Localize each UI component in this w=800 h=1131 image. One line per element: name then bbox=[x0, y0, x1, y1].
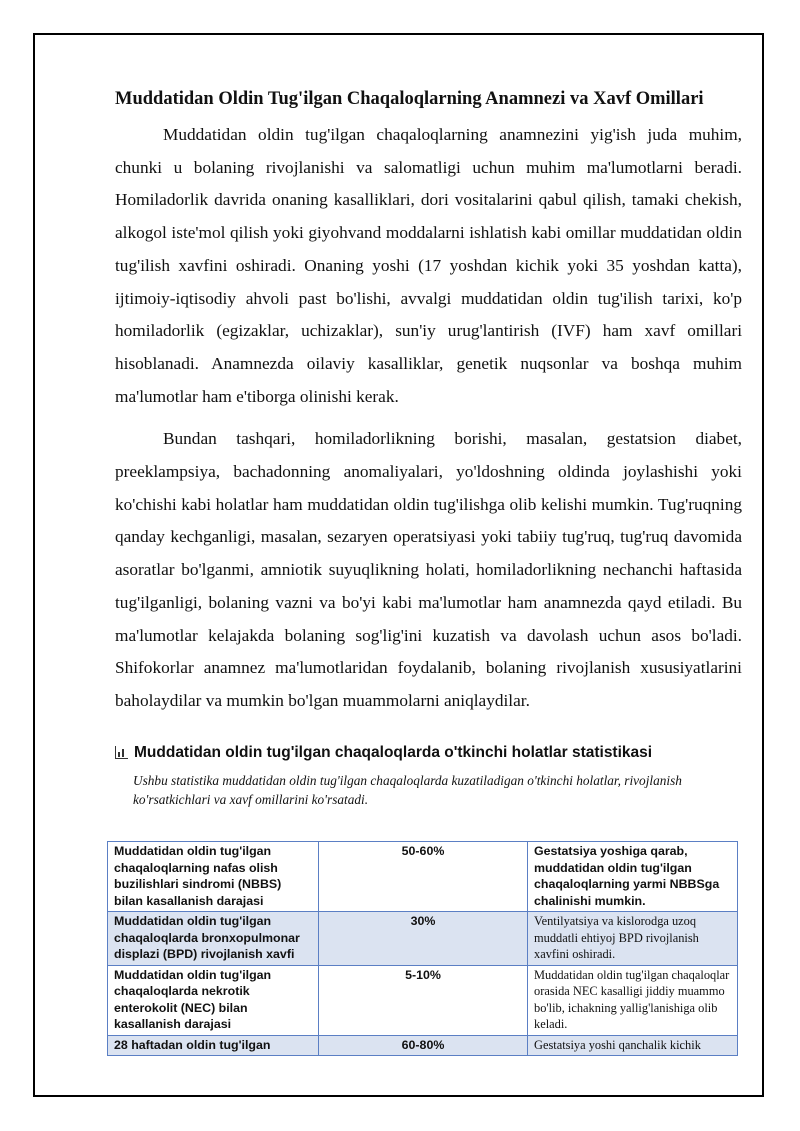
document-body bbox=[115, 84, 742, 809]
row-note: Ventilyatsiya va kislorodga uzoq muddatli ehtiyoj BPD rivojlanish xavfini oshiradi. bbox=[528, 912, 738, 966]
row-label: Muddatidan oldin tug'ilgan chaqaloqlarning nafas olish buzilishlari sindromi (NBBS) bilan kasallanish darajasi bbox=[108, 842, 319, 912]
document-heading: Muddatidan Oldin Tug'ilgan Chaqaloqlarning Anamnezi va Xavf Omillari bbox=[115, 89, 704, 109]
stats-title: Muddatidan oldin tug'ilgan chaqaloqlarda o'tkinchi holatlar statistikasi bbox=[134, 743, 653, 761]
row-value: 60-80% bbox=[319, 1035, 528, 1056]
stats-heading bbox=[115, 744, 742, 762]
bar-chart-icon bbox=[115, 746, 128, 759]
row-value: 30% bbox=[319, 912, 528, 966]
paragraph-1: Muddatidan oldin tug'ilgan chaqaloqlarning anamnezini yig'ish juda muhim, chunki u bolaning rivojlanishi va salomatligi uchun muhim ma'lumotlarni beradi. Homiladorlik davrida onaning kasalliklari, dori vositalarini qabul qilish, tamaki chekish, alkogol iste'mol qilish yoki giyohvand moddalarni ishlatish kabi omillar muddatidan oldin tug'ilish xavfini oshiradi. Onaning yoshi (17 yoshdan kichik yoki 35 yoshdan katta), ijtimoiy-iqtisodiy ahvoli past bo'lishi, avvalgi muddatidan oldin tug'ilish tarixi, ko'p homiladorlik (egizaklar, uchizaklar), sun'iy urug'lantirish (IVF) ham xavf omillari hisoblanadi. Anamnezda oilaviy kasalliklar, genetik nuqsonlar va boshqa muhim ma'lumotlar ham e'tiborga olinishi kerak. bbox=[115, 125, 742, 406]
stats-table bbox=[107, 841, 738, 1056]
paragraph-2: Bundan tashqari, homiladorlikning borishi, masalan, gestatsion diabet, preeklampsiya, bachadonning anomaliyalari, yo'ldoshning oldinda joylashishi yoki ko'chishi kabi holatlar ham muddatidan oldin tug'ilishga olib kelishi mumkin. Tug'ruqning qanday kechganligi, masalan, sezaryen operatsiyasi yoki tabiiy tug'ruq, tug'ruq davomida asoratlar bo'lganmi, amniotik suyuqlikning holati, homiladorlikning nechanchi haftasida tug'ilganligi, bolaning vazni va bo'yi kabi ma'lumotlar ham anamnezda qayd etiladi. Bu ma'lumotlar kelajakda bolaning sog'lig'ini kuzatish va davolash uchun asos bo'ladi. Shifokorlar anamnez ma'lumotlaridan foydalanib, bolaning rivojlanish xususiyatlarini baholaydilar va mumkin bo'lgan muammolarni aniqlaydilar. bbox=[115, 429, 742, 710]
table-row bbox=[108, 912, 738, 966]
stats-description: Ushbu statistika muddatidan oldin tug'ilgan chaqaloqlarda kuzatiladigan o'tkinchi holatlar, rivojlanish ko'rsatkichlari va xavf omillarini ko'rsatadi. bbox=[133, 772, 682, 807]
row-label: Muddatidan oldin tug'ilgan chaqaloqlarda bronxopulmonar displazi (BPD) rivojlanish xavfi bbox=[108, 912, 319, 966]
row-value: 50-60% bbox=[319, 842, 528, 912]
table-row bbox=[108, 1035, 738, 1056]
row-label: 28 haftadan oldin tug'ilgan bbox=[108, 1035, 319, 1056]
row-value: 5-10% bbox=[319, 965, 528, 1035]
row-note: Gestatsiya yoshiga qarab, muddatidan oldin tug'ilgan chaqaloqlarning yarmi NBBSga chalinishi mumkin. bbox=[528, 842, 738, 912]
row-note: Gestatsiya yoshi qanchalik kichik bbox=[528, 1035, 738, 1056]
row-label: Muddatidan oldin tug'ilgan chaqaloqlarda nekrotik enterokolit (NEC) bilan kasallanish darajasi bbox=[108, 965, 319, 1035]
row-note: Muddatidan oldin tug'ilgan chaqaloqlar orasida NEC kasalligi jiddiy muammo bo'lib, ichakning yallig'lanishiga olib keladi. bbox=[528, 965, 738, 1035]
table-row bbox=[108, 842, 738, 912]
table-row bbox=[108, 965, 738, 1035]
